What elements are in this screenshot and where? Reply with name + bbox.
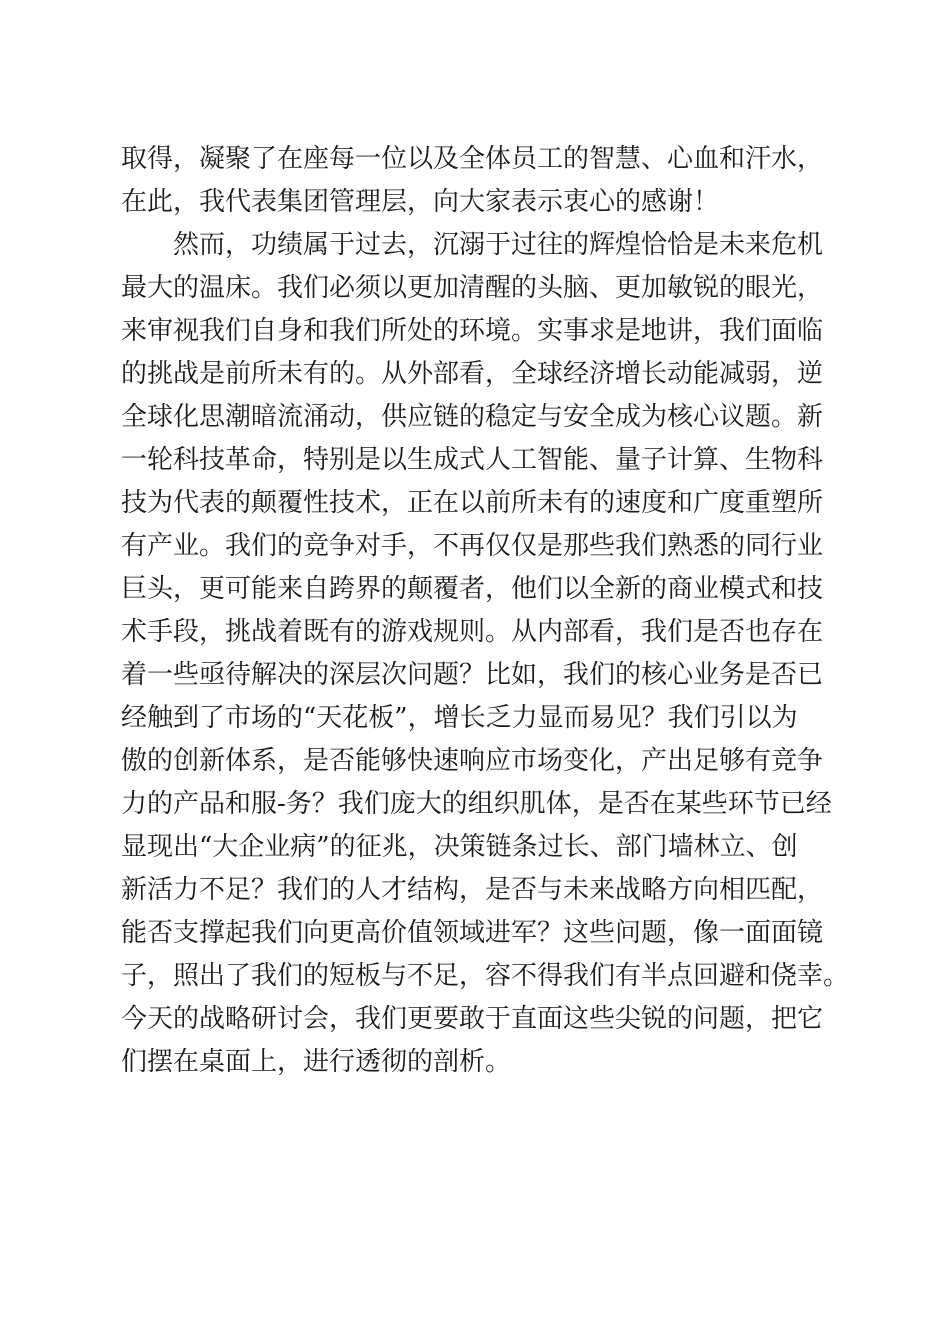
paragraph-first-line: 然而，功绩属于过去，沉溺于过往的辉煌恰恰是未来危机 [173,230,824,260]
text-line: 一轮科技革命，特别是以生成式人工智能、量子计算、生物科 [121,445,824,475]
text-line: 取得，凝聚了在座每一位以及全体员工的智慧、心血和汗水， [121,144,824,174]
text-line: 巨头，更可能来自跨界的颠覆者，他们以全新的商业模式和技 [121,574,824,604]
text-line: 能否支撑起我们向更高价值领域进军？这些问题，像一面面镜 [121,918,824,948]
text-line: 着一些亟待解决的深层次问题？比如，我们的核心业务是否已 [121,660,824,690]
text-line: 今天的战略研讨会，我们更要敢于直面这些尖锐的问题，把它 [121,1004,824,1034]
text-line: 技为代表的颠覆性技术，正在以前所未有的速度和广度重塑所 [121,488,824,518]
text-line: 的挑战是前所未有的。从外部看，全球经济增长动能减弱，逆 [121,359,824,389]
text-line: 经触到了市场的“天花板”，增长乏力显而易见？我们引以为 [121,703,798,733]
text-line: 全球化思潮暗流涌动，供应链的稳定与安全成为核心议题。新 [121,402,824,432]
text-line: 力的产品和服-务？我们庞大的组织肌体，是否在某些环节已经 [121,789,832,819]
text-line: 有产业。我们的竞争对手，不再仅仅是那些我们熟悉的同行业 [121,531,824,561]
text-line: 子，照出了我们的短板与不足，容不得我们有半点回避和侥幸。 [121,961,850,991]
body-text [121,138,850,1084]
text-line: 傲的创新体系，是否能够快速响应市场变化，产出足够有竞争 [121,746,824,776]
text-line: 显现出“大企业病”的征兆，决策链条过长、部门墙林立、创 [121,832,798,862]
text-line: 新活力不足？我们的人才结构，是否与未来战略方向相匹配， [121,875,824,905]
text-line: 最大的温床。我们必须以更加清醒的头脑、更加敏锐的眼光， [121,273,824,303]
text-line: 在此，我代表集团管理层，向大家表示衷心的感谢！ [121,187,720,217]
text-line: 来审视我们自身和我们所处的环境。实事求是地讲，我们面临 [121,316,824,346]
text-line: 们摆在桌面上，进行透彻的剖析。 [121,1047,512,1077]
text-line: 术手段，挑战着既有的游戏规则。从内部看，我们是否也存在 [121,617,824,647]
